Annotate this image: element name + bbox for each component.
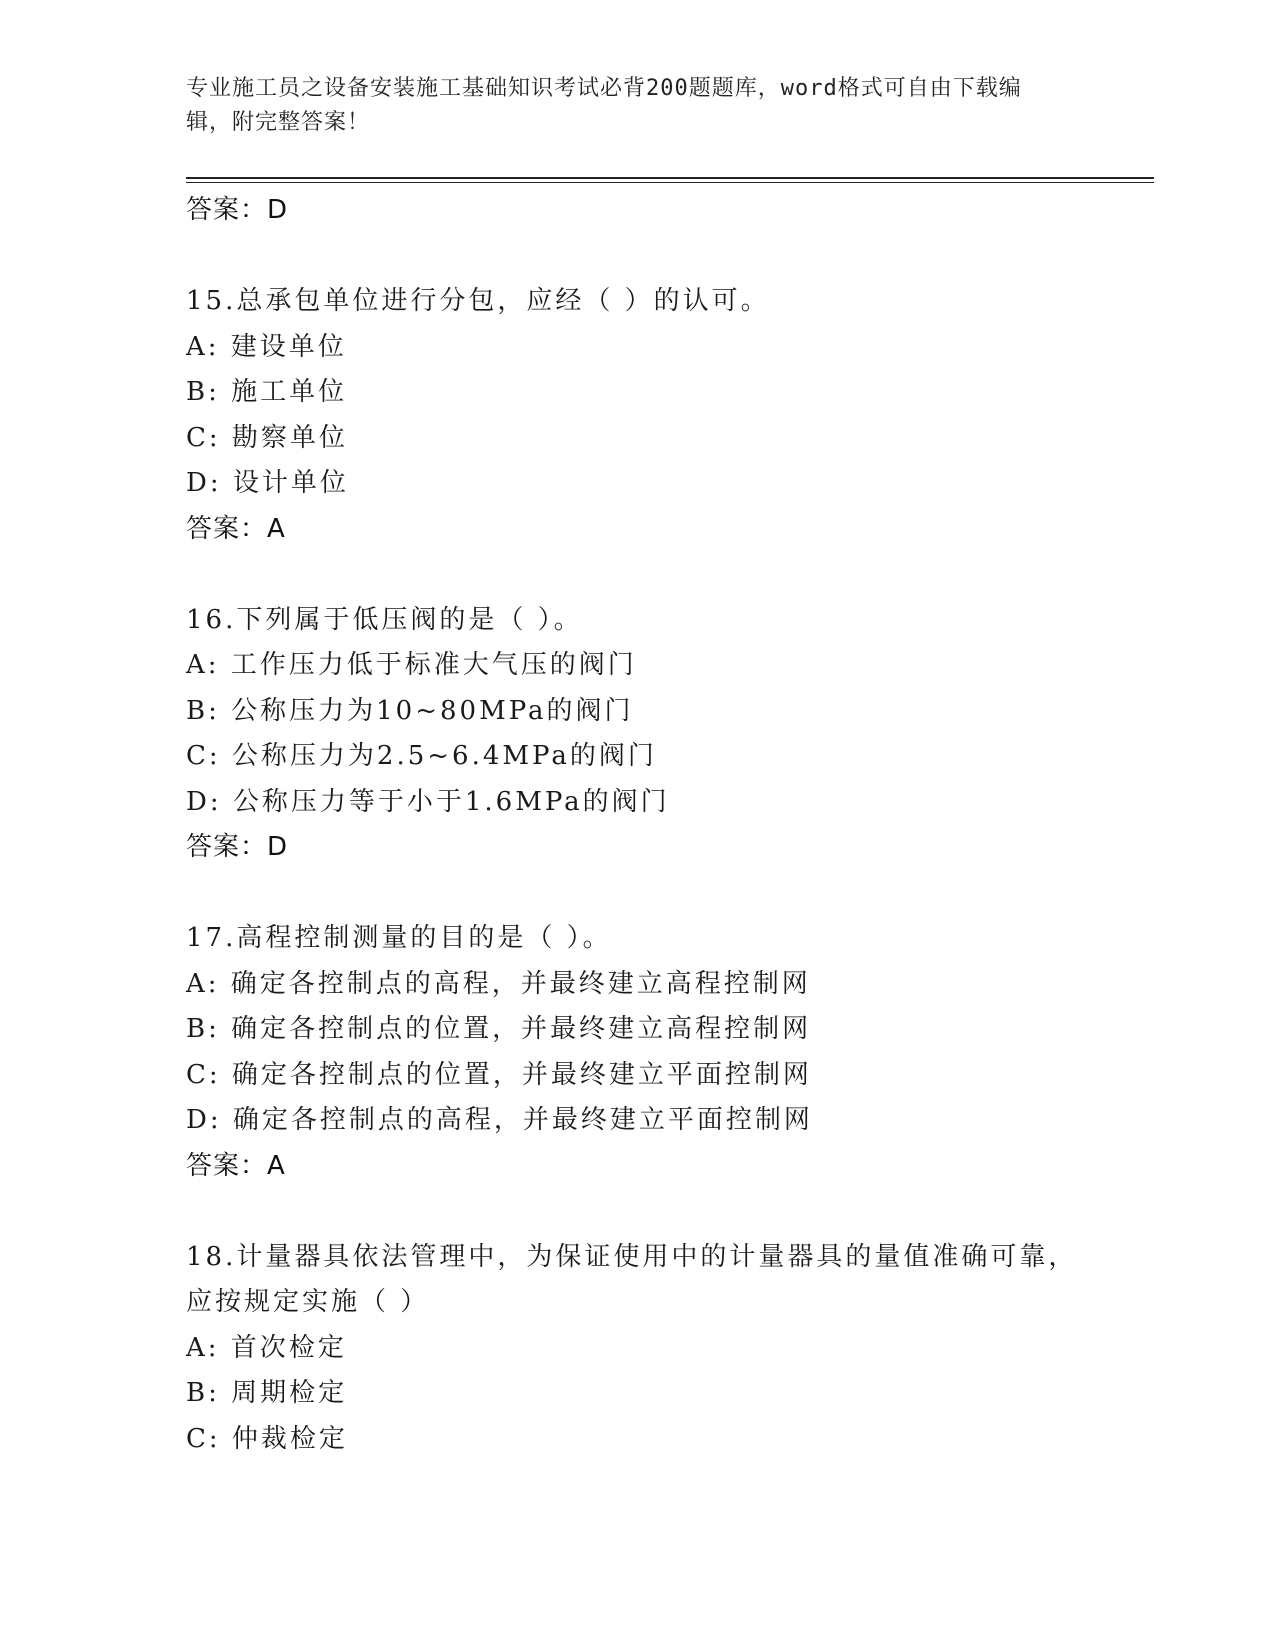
question-stem: 17.高程控制测量的目的是（ ）。	[186, 923, 612, 953]
option-c: C: 公称压力为2.5~6.4MPa的阀门	[186, 741, 657, 771]
answer-line: 答案：D	[186, 832, 289, 862]
question-stem: 16.下列属于低压阀的是（ ）。	[186, 604, 583, 635]
question-17	[186, 916, 1154, 1189]
header-title: 专业施工员之设备安装施工基础知识考试必背200题题库，word格式可自由下载编辑，附完整答案！	[186, 76, 1022, 135]
option-b: B: 施工单位	[186, 377, 348, 407]
option-a: A: 确定各控制点的高程，并最终建立高程控制网	[186, 968, 811, 999]
question-stem: 15.总承包单位进行分包，应经（ ）的认可。	[186, 286, 770, 316]
spacer	[186, 552, 1154, 598]
option-a: A: 建设单位	[186, 331, 347, 362]
option-c: C: 确定各控制点的位置，并最终建立平面控制网	[186, 1059, 812, 1090]
option-d: D: 确定各控制点的高程，并最终建立平面控制网	[186, 1105, 813, 1135]
header-rule	[186, 177, 1154, 179]
header-rule-thin	[186, 182, 1154, 183]
option-a: A: 首次检定	[186, 1332, 347, 1363]
spacer	[186, 1189, 1154, 1235]
spacer	[186, 234, 1154, 280]
spacer	[186, 871, 1154, 917]
document-header	[186, 72, 1066, 140]
option-a: A: 工作压力低于标准大气压的阀门	[186, 650, 637, 680]
option-b: B: 公称压力为10~80MPa的阀门	[186, 695, 634, 726]
answer-line: 答案：D	[186, 195, 289, 225]
question-content	[186, 188, 1154, 1462]
question-stem-line-2: 应按规定实施（ ）	[186, 1287, 430, 1317]
answer-line: 答案：A	[186, 1150, 286, 1181]
option-b: B: 确定各控制点的位置，并最终建立高程控制网	[186, 1014, 812, 1044]
question-15	[186, 279, 1154, 552]
option-d: D: 设计单位	[186, 468, 349, 498]
answer-line: 答案：A	[186, 513, 286, 544]
option-c: C: 仲裁检定	[186, 1423, 348, 1454]
option-b: B: 周期检定	[186, 1378, 348, 1408]
option-c: C: 勘察单位	[186, 422, 348, 453]
question-18	[186, 1235, 1154, 1463]
option-d: D: 公称压力等于小于1.6MPa的阀门	[186, 786, 670, 817]
question-16	[186, 598, 1154, 871]
question-stem-line-1: 18.计量器具依法管理中，为保证使用中的计量器具的量值准确可靠，	[186, 1241, 1078, 1272]
